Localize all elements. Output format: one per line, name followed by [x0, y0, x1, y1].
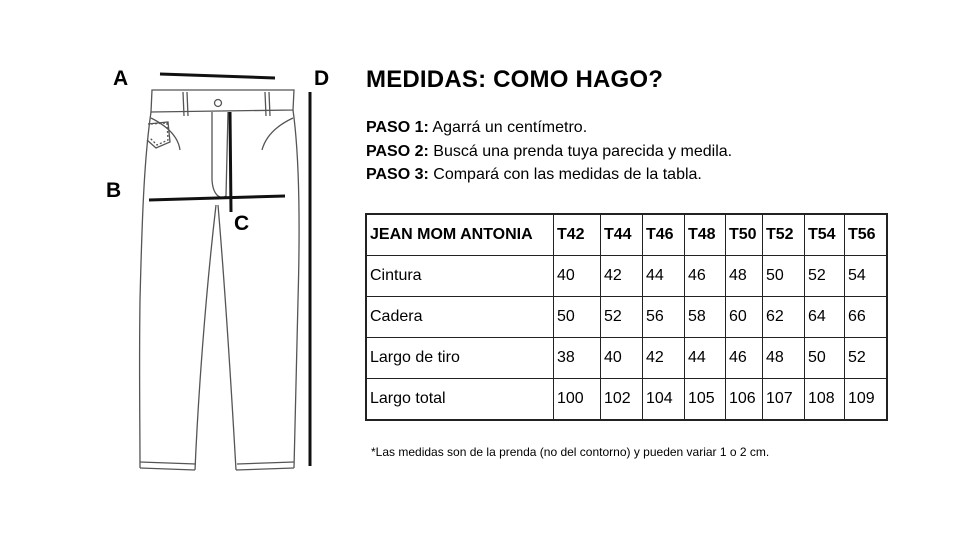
table-row — [366, 256, 887, 297]
label-d: D — [314, 67, 330, 90]
table-cell: 44 — [643, 256, 685, 297]
table-cell: 52 — [601, 297, 643, 338]
table-cell: 104 — [643, 379, 685, 421]
table-cell: 52 — [805, 256, 845, 297]
table-cell: 38 — [554, 338, 601, 379]
table-row — [366, 297, 887, 338]
table-cell: 46 — [726, 338, 763, 379]
header-cell: T50 — [726, 214, 763, 256]
table-cell: 50 — [554, 297, 601, 338]
step-1 — [366, 119, 587, 137]
row-label: Largo de tiro — [366, 338, 554, 379]
jeans-diagram — [0, 0, 360, 540]
table-cell: 44 — [685, 338, 726, 379]
step-text: Agarrá un centímetro. — [428, 119, 588, 136]
header-cell: JEAN MOM ANTONIA — [366, 214, 554, 256]
header-cell: T46 — [643, 214, 685, 256]
table-cell: 50 — [805, 338, 845, 379]
table-cell: 62 — [763, 297, 805, 338]
table-cell: 105 — [685, 379, 726, 421]
step-label: PASO 1: — [366, 119, 429, 136]
page-title: MEDIDAS: COMO HAGO? — [366, 66, 664, 93]
table-cell: 48 — [726, 256, 763, 297]
table-cell: 109 — [845, 379, 888, 421]
hip-measure-line — [149, 196, 285, 200]
table-cell: 108 — [805, 379, 845, 421]
table-cell: 107 — [763, 379, 805, 421]
table-cell: 66 — [845, 297, 888, 338]
row-label: Largo total — [366, 379, 554, 421]
header-cell: T44 — [601, 214, 643, 256]
row-label: Cadera — [366, 297, 554, 338]
table-cell: 40 — [554, 256, 601, 297]
table-cell: 42 — [601, 256, 643, 297]
table-cell: 100 — [554, 379, 601, 421]
step-2 — [366, 143, 732, 161]
table-cell: 48 — [763, 338, 805, 379]
step-label: PASO 3: — [366, 166, 429, 183]
header-cell: T54 — [805, 214, 845, 256]
header-cell: T48 — [685, 214, 726, 256]
table-cell: 54 — [845, 256, 888, 297]
table-row — [366, 338, 887, 379]
table-cell: 50 — [763, 256, 805, 297]
header-cell: T52 — [763, 214, 805, 256]
table-cell: 102 — [601, 379, 643, 421]
step-text: Compará con las medidas de la tabla. — [428, 166, 702, 183]
row-label: Cintura — [366, 256, 554, 297]
table-cell: 60 — [726, 297, 763, 338]
table-cell: 58 — [685, 297, 726, 338]
table-cell: 42 — [643, 338, 685, 379]
footnote: *Las medidas son de la prenda (no del contorno) y pueden variar 1 o 2 cm. — [371, 445, 770, 459]
step-3 — [366, 166, 702, 184]
header-cell: T42 — [554, 214, 601, 256]
table-header-row — [366, 214, 887, 256]
label-c: C — [234, 212, 250, 235]
header-cell: T56 — [845, 214, 888, 256]
step-label: PASO 2: — [366, 143, 429, 160]
waist-measure-line — [160, 74, 275, 78]
label-b: B — [106, 179, 122, 202]
table-cell: 52 — [845, 338, 888, 379]
table-row — [366, 379, 887, 421]
rise-measure-line — [230, 112, 231, 212]
table-cell: 64 — [805, 297, 845, 338]
table-cell: 106 — [726, 379, 763, 421]
size-table — [365, 213, 888, 421]
step-text: Buscá una prenda tuya parecida y medila. — [428, 143, 733, 160]
table-cell: 46 — [685, 256, 726, 297]
label-a: A — [113, 67, 129, 90]
table-cell: 56 — [643, 297, 685, 338]
table-cell: 40 — [601, 338, 643, 379]
